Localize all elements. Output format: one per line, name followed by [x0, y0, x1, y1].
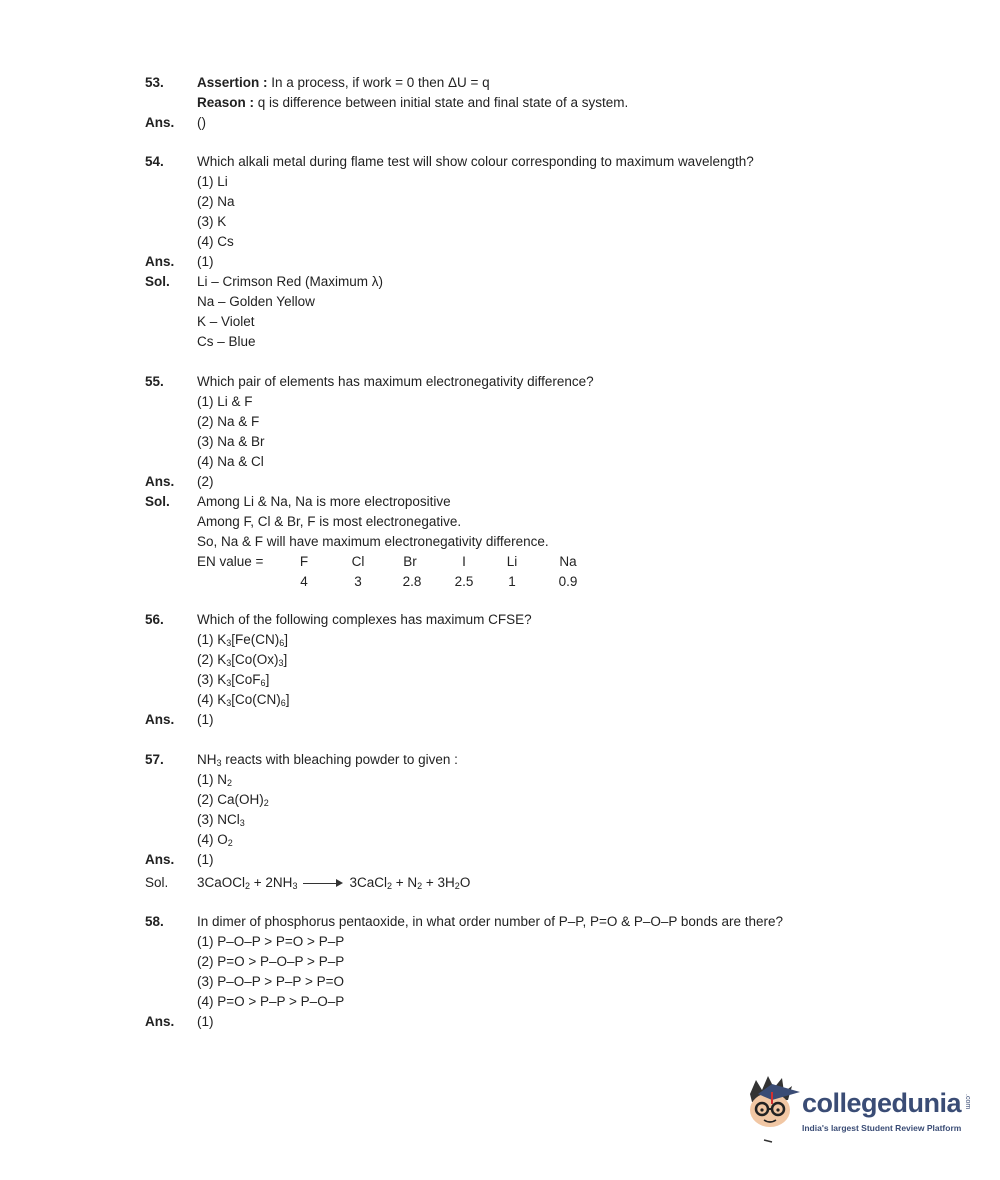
option: (4) $K_3[Co(CN)_6]$ — [197, 692, 290, 708]
option: (3) K — [197, 214, 227, 229]
answer-label: Ans. — [145, 852, 175, 867]
option: (1) P–O–P > P=O > P–P — [197, 934, 345, 949]
option: (3) NCl$_3$ — [197, 812, 245, 828]
option: (1) Li — [197, 174, 228, 189]
option: (1) Li & F — [197, 394, 253, 409]
question-56 — [0, 610, 1000, 730]
question-number: 55. — [145, 374, 164, 389]
question-number: 57. — [145, 752, 164, 767]
en-element: F — [299, 554, 309, 569]
option: (4) Cs — [197, 234, 234, 249]
option: (2) Na & F — [197, 414, 260, 429]
solution-line: Among F, Cl & Br, F is most electronegative. — [197, 514, 462, 529]
question-number: 53. — [145, 75, 164, 90]
logo-wordmark: collegedunia — [802, 1088, 962, 1118]
solution-line: So, Na & F will have maximum electronegativity difference. — [197, 534, 549, 549]
en-value: 2.8 — [402, 574, 422, 589]
option: (4) Na & Cl — [197, 454, 264, 469]
answer-value: (1) — [197, 712, 214, 727]
reason-label: Reason : — [197, 95, 255, 110]
answer-label: Ans. — [145, 474, 175, 489]
en-element: Li — [506, 554, 518, 569]
option: (1) $K_3[Fe(CN)_6]$ — [197, 632, 289, 648]
question-text: Which alkali metal during flame test will show colour corresponding to maximum wavelength? — [197, 154, 754, 169]
mascot-icon — [742, 1072, 802, 1147]
answer-value: (2) — [197, 474, 214, 489]
solution-line: K – Violet — [197, 314, 255, 329]
assertion-text: In a process, if work = 0 then ΔU = q — [271, 75, 490, 90]
solution-line: Li – Crimson Red (Maximum λ) — [197, 274, 384, 289]
en-value: 2.5 — [454, 574, 474, 589]
answer-label: Ans. — [145, 1014, 175, 1029]
solution-line: Cs – Blue — [197, 334, 256, 349]
question-54 — [0, 152, 1000, 352]
question-number: 56. — [145, 612, 164, 627]
solution-label: Sol. — [145, 274, 170, 289]
collegedunia-logo — [742, 1072, 972, 1147]
option: (4) $O_2$ — [197, 832, 233, 848]
question-text: In dimer of phosphorus pentaoxide, in what order number of P–P, P=O & P–O–P bonds are there? — [197, 914, 783, 929]
answer-label: Ans. — [145, 712, 175, 727]
option: (3) Na & Br — [197, 434, 265, 449]
answer-label: Ans. — [145, 254, 175, 269]
en-element: Na — [559, 554, 577, 569]
answer-value: (1) — [197, 1014, 214, 1029]
question-text: Which pair of elements has maximum electronegativity difference? — [197, 374, 594, 389]
logo-domain: .com — [964, 1094, 971, 1110]
solution-line: Na – Golden Yellow — [197, 294, 315, 309]
question-number: 58. — [145, 914, 164, 929]
question-55 — [0, 372, 1000, 592]
option: (2) Na — [197, 194, 235, 209]
en-element: Cl — [351, 554, 365, 569]
answer-value: (1) — [197, 852, 214, 867]
option: (1) $N_2$ — [197, 772, 233, 788]
solution-label: Sol. — [145, 494, 170, 509]
en-label: EN value = — [197, 554, 264, 569]
en-value: 4 — [300, 574, 308, 589]
option: (3) P–O–P > P–P > P=O — [197, 974, 344, 989]
question-57 — [0, 750, 1000, 893]
option: (2) P=O > P–O–P > P–P — [197, 954, 345, 969]
option: (4) P=O > P–P > P–O–P — [197, 994, 345, 1009]
option: (2) $K_3[Co(Ox)_3]$ — [197, 652, 288, 668]
question-58 — [0, 912, 1000, 1032]
question-number: 54. — [145, 154, 164, 169]
question-53 — [0, 73, 1000, 133]
answer-value: () — [197, 115, 206, 130]
en-element: Br — [403, 554, 417, 569]
en-value: 0.9 — [558, 574, 578, 589]
en-values-row — [0, 572, 1000, 592]
logo-tagline: India's largest Student Review Platform — [802, 1123, 962, 1133]
question-text: Which of the following complexes has maximum CFSE? — [197, 612, 532, 627]
option: (3) $K_3[CoF_6]$ — [197, 672, 270, 688]
solution-line: Among Li & Na, Na is more electropositive — [197, 494, 451, 509]
en-elements-row — [0, 552, 1000, 572]
answer-label: Ans. — [145, 115, 175, 130]
en-value: 3 — [354, 574, 362, 589]
en-element: I — [462, 554, 466, 569]
assertion-label: Assertion : — [197, 75, 268, 90]
question-text: $NH_3$ reacts with bleaching powder to given : — [197, 752, 458, 768]
option: (2) $Ca(OH)_2$ — [197, 792, 269, 808]
answer-value: (1) — [197, 254, 214, 269]
en-value: 1 — [508, 574, 516, 589]
solution-label: Sol. — [145, 875, 169, 890]
reaction-equation: 3CaOCl$_2$ + $2NH_3$ 3CaCl$_2$ + $N_2 + 3H_2O$ — [197, 875, 471, 891]
reason-text: q is difference between initial state and final state of a system. — [257, 95, 629, 110]
